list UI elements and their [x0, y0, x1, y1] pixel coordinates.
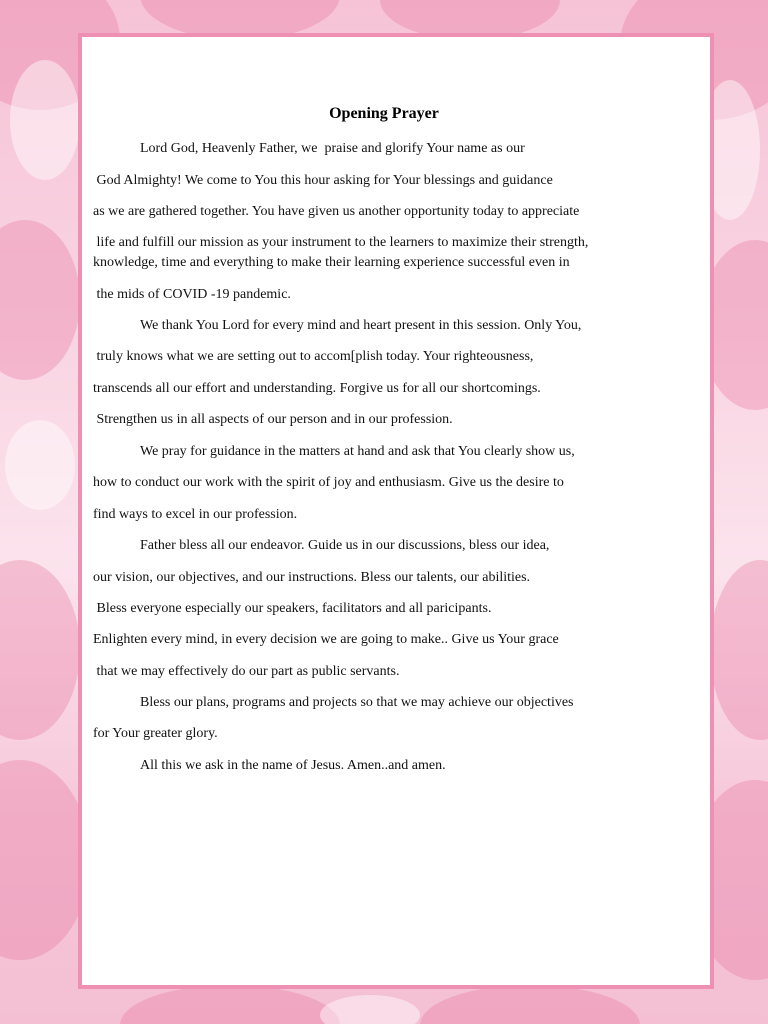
- prayer-line: All this we ask in the name of Jesus. Amen..and amen.: [140, 758, 446, 773]
- prayer-line: Enlighten every mind, in every decision we are going to make.. Give us Your grace: [93, 632, 559, 647]
- prayer-line: We thank You Lord for every mind and heart present in this session. Only You,: [140, 318, 582, 333]
- prayer-line: for Your greater glory.: [93, 726, 218, 741]
- prayer-line: that we may effectively do our part as public servants.: [93, 664, 400, 679]
- prayer-line: Lord God, Heavenly Father, we praise and glorify Your name as our: [140, 141, 525, 156]
- document-title: Opening Prayer: [329, 105, 439, 122]
- prayer-line: We pray for guidance in the matters at hand and ask that You clearly show us,: [140, 444, 575, 459]
- prayer-line: Father bless all our endeavor. Guide us in our discussions, bless our idea,: [140, 538, 550, 553]
- prayer-line: Strengthen us in all aspects of our person and in our profession.: [93, 412, 453, 427]
- prayer-line: the mids of COVID -19 pandemic.: [93, 287, 291, 302]
- prayer-line: find ways to excel in our profession.: [93, 507, 298, 522]
- prayer-line: truly knows what we are setting out to accom[plish today. Your righteousness,: [93, 349, 534, 364]
- prayer-line: our vision, our objectives, and our instructions. Bless our talents, our abilities.: [93, 570, 531, 585]
- prayer-line: transcends all our effort and understanding. Forgive us for all our shortcomings.: [93, 381, 541, 396]
- prayer-line: knowledge, time and everything to make their learning experience successful even in: [93, 255, 570, 270]
- prayer-line: Bless our plans, programs and projects so that we may achieve our objectives: [140, 695, 574, 710]
- prayer-line: God Almighty! We come to You this hour asking for Your blessings and guidance: [93, 173, 553, 188]
- prayer-line: life and fulfill our mission as your instrument to the learners to maximize their strength,: [93, 235, 589, 250]
- prayer-line: Bless everyone especially our speakers, facilitators and all paricipants.: [93, 601, 492, 616]
- prayer-line: how to conduct our work with the spirit of joy and enthusiasm. Give us the desire to: [93, 475, 564, 490]
- prayer-line: as we are gathered together. You have given us another opportunity today to appreciate: [93, 204, 580, 219]
